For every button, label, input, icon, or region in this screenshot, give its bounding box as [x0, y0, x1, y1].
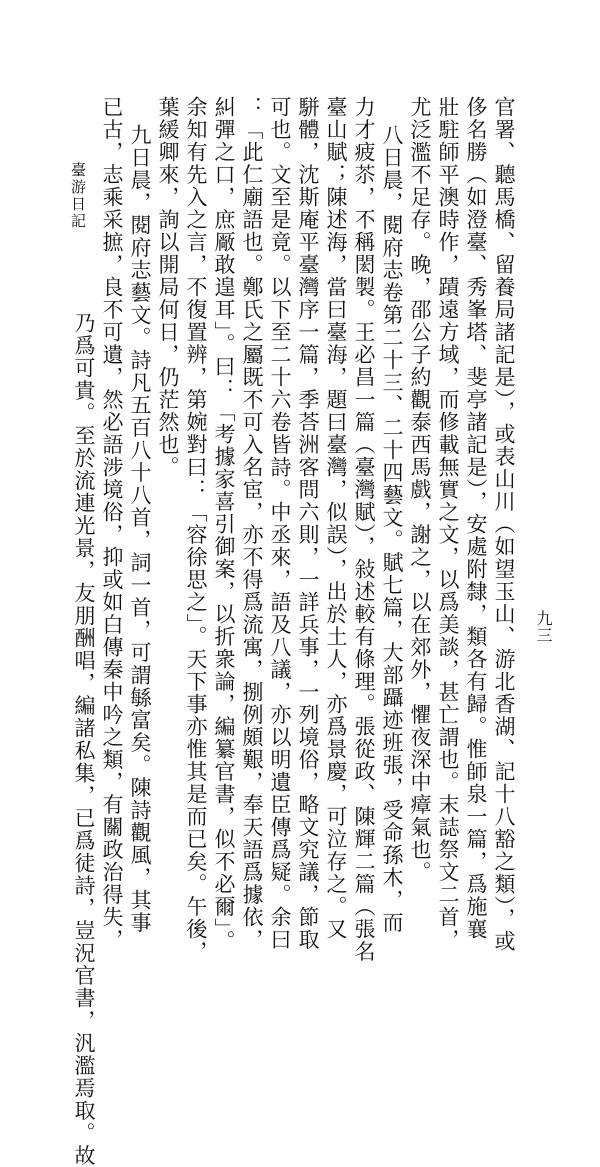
text-column: 臺山賦；陳述海，當曰臺海，題曰臺灣，似誤），出於土人，亦爲景慶，可泣存之。又 [324, 96, 348, 941]
text-column: 力才疲苶，不稱閎製。王必昌一篇（臺灣賦），敍述較有條理。張從政、陳輝二篇（張名 [352, 96, 376, 963]
text-column: 駢體，沈斯庵平臺灣序一篇，季荅洲客問六則，一詳兵事，一列境俗，略文究議，節取 [296, 96, 320, 951]
text-column: 葉緩卿來，詢以開局何日，仍茫然也。 [156, 96, 180, 479]
running-title: 臺游日記 [69, 162, 87, 230]
text-column: 已古，志乘采摭，良不可遺，然必語涉境俗，抑或如白傳秦中吟之類，有關政治得失， [100, 96, 124, 951]
text-column: 可也。文至是竟。以下至二十六卷皆詩。中丞來，語及八議，亦以明遺臣傳爲疑。余曰 [268, 96, 292, 951]
text-column: 糾彈之口，庶厰敢遑耳」。曰：「考據家喜引御案，以折衆論，編纂官書，似不必爾」。 [212, 96, 236, 953]
page-number: 九三 [534, 610, 553, 644]
text-column: 余知有先入之言，不復置辨，第婉對曰：「容徐思之」。天下事亦惟其是而已矣。午後， [184, 96, 208, 963]
text-column: 九日晨，閱府志藝文。詩凡五百八十八首，詞一首，可謂緐富矣。陳詩觀風，其事 [128, 124, 152, 934]
text-column: 壯駐師平澳時作，蹟遠方域，而修載無實之文，以爲美談，甚亡謂也。末誌祭文二首， [436, 96, 460, 951]
text-column: 侈名勝（如澄臺、秀峯塔、斐亭諸記是），安處附隸，類各有歸。惟師泉一篇，爲施襄 [464, 96, 488, 941]
text-column: 尤泛濫不足存。晚，邵公子約觀泰西馬戲，謝之，以在郊外，懼夜深中瘴氣也。 [408, 96, 432, 884]
text-column: 乃爲可貴。至於流連光景，友朋酬唱，編諸私集，已爲徒詩，豈況官書，汎濫焉取。故 [72, 312, 96, 1167]
text-column: 八日晨，閱府志卷第二十三、二十四藝文。賦七篇，大部躡迹班張，受命孫木，而 [380, 124, 404, 934]
text-column: 官署、聽馬橋、留養局諸記是），或表山川（如望玉山、游北香湖、記十八豁之類），或 [492, 96, 516, 953]
text-column: ：「此仁廟語也。鄭氏之屬既不可入名宦，亦不得爲流寓，捌例頗艱，奉天語爲據依， [240, 96, 264, 951]
